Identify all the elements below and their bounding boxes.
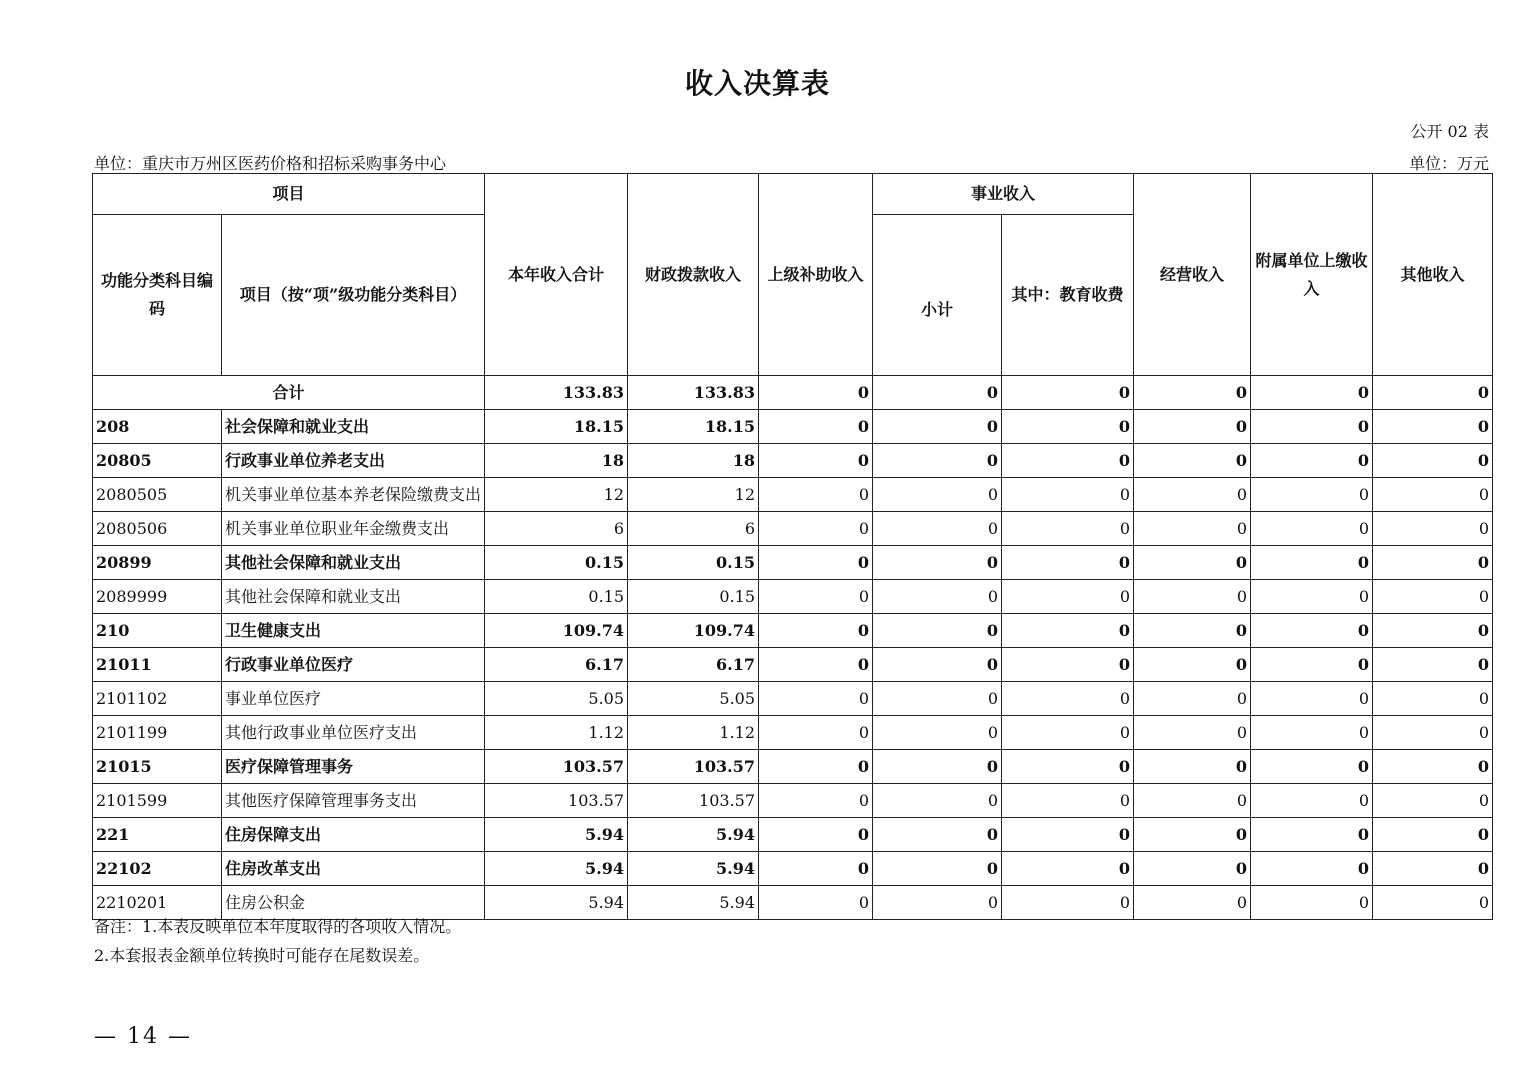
row-value: 0 xyxy=(1134,410,1251,444)
table-row xyxy=(93,648,1493,682)
row-value: 0 xyxy=(1251,716,1373,750)
row-value: 0 xyxy=(1251,410,1373,444)
table-row xyxy=(93,444,1493,478)
total-value: 133.83 xyxy=(628,376,759,410)
row-value: 0 xyxy=(1134,682,1251,716)
row-value: 0 xyxy=(1134,818,1251,852)
table-row xyxy=(93,716,1493,750)
row-value: 0 xyxy=(873,546,1002,580)
table-row xyxy=(93,682,1493,716)
total-value: 0 xyxy=(1002,376,1134,410)
row-value: 0 xyxy=(873,886,1002,920)
row-value: 0 xyxy=(1002,784,1134,818)
reporting-unit: 单位：重庆市万州区医药价格和招标采购事务中心 xyxy=(94,154,447,173)
row-value: 0 xyxy=(1002,818,1134,852)
income-table xyxy=(92,173,1493,920)
row-name: 其他行政事业单位医疗支出 xyxy=(222,716,485,750)
table-row xyxy=(93,410,1493,444)
row-value: 0 xyxy=(1373,444,1493,478)
row-value: 0 xyxy=(759,750,873,784)
row-value: 0 xyxy=(1373,682,1493,716)
row-value: 0.15 xyxy=(628,580,759,614)
table-row xyxy=(93,512,1493,546)
total-value: 0 xyxy=(873,376,1002,410)
row-code: 21011 xyxy=(93,648,222,682)
row-code: 21015 xyxy=(93,750,222,784)
header-project: 项目 xyxy=(93,174,485,215)
row-value: 18 xyxy=(485,444,628,478)
table-row xyxy=(93,784,1493,818)
row-value: 0 xyxy=(759,546,873,580)
row-value: 0 xyxy=(1002,444,1134,478)
header-other: 其他收入 xyxy=(1373,174,1493,376)
total-value: 0 xyxy=(1373,376,1493,410)
row-value: 6 xyxy=(485,512,628,546)
row-value: 0 xyxy=(1251,512,1373,546)
row-name: 事业单位医疗 xyxy=(222,682,485,716)
table-row xyxy=(93,818,1493,852)
row-value: 0 xyxy=(759,852,873,886)
row-code: 2080505 xyxy=(93,478,222,512)
row-value: 0 xyxy=(873,682,1002,716)
row-value: 0 xyxy=(759,580,873,614)
row-value: 0 xyxy=(1002,682,1134,716)
row-value: 0 xyxy=(1251,750,1373,784)
header-total-income: 本年收入合计 xyxy=(485,174,628,376)
row-value: 0 xyxy=(1134,580,1251,614)
row-value: 0 xyxy=(1134,784,1251,818)
header-education-fee: 其中：教育收费 xyxy=(1002,215,1134,376)
row-name: 社会保障和就业支出 xyxy=(222,410,485,444)
row-value: 109.74 xyxy=(485,614,628,648)
total-value: 0 xyxy=(759,376,873,410)
row-value: 0 xyxy=(1251,852,1373,886)
row-value: 0 xyxy=(1373,512,1493,546)
header-operating: 经营收入 xyxy=(1134,174,1251,376)
row-value: 0 xyxy=(1134,750,1251,784)
header-func-code: 功能分类科目编码 xyxy=(93,215,222,376)
total-label: 合计 xyxy=(93,376,485,410)
row-value: 0 xyxy=(1251,886,1373,920)
row-name: 行政事业单位医疗 xyxy=(222,648,485,682)
row-value: 0 xyxy=(1002,614,1134,648)
header-fiscal: 财政拨款收入 xyxy=(628,174,759,376)
row-value: 0 xyxy=(1134,886,1251,920)
row-value: 0 xyxy=(759,478,873,512)
row-name: 其他医疗保障管理事务支出 xyxy=(222,784,485,818)
row-value: 18.15 xyxy=(485,410,628,444)
row-value: 0 xyxy=(873,784,1002,818)
row-value: 18.15 xyxy=(628,410,759,444)
row-value: 0 xyxy=(1251,546,1373,580)
row-value: 0 xyxy=(1002,410,1134,444)
header-affiliated: 附属单位上缴收入 xyxy=(1251,174,1373,376)
table-row xyxy=(93,750,1493,784)
row-value: 109.74 xyxy=(628,614,759,648)
form-number: 公开 02 表 xyxy=(1410,122,1489,141)
row-value: 0 xyxy=(873,478,1002,512)
total-value: 0 xyxy=(1251,376,1373,410)
row-code: 2101199 xyxy=(93,716,222,750)
row-value: 0 xyxy=(759,444,873,478)
row-value: 5.94 xyxy=(485,818,628,852)
row-name: 住房公积金 xyxy=(222,886,485,920)
row-value: 0 xyxy=(759,648,873,682)
page-number: — 14 — xyxy=(94,1024,192,1049)
row-value: 0 xyxy=(1251,580,1373,614)
row-value: 0 xyxy=(1134,716,1251,750)
table-row xyxy=(93,580,1493,614)
row-value: 0 xyxy=(1373,546,1493,580)
row-value: 0 xyxy=(1002,750,1134,784)
row-value: 0 xyxy=(759,512,873,546)
row-value: 5.05 xyxy=(485,682,628,716)
row-value: 0 xyxy=(1373,614,1493,648)
row-value: 0 xyxy=(1373,648,1493,682)
row-value: 0.15 xyxy=(485,546,628,580)
header-superior-subsidy: 上级补助收入 xyxy=(759,174,873,376)
row-value: 5.05 xyxy=(628,682,759,716)
row-value: 0 xyxy=(1134,478,1251,512)
row-value: 12 xyxy=(485,478,628,512)
row-value: 0 xyxy=(759,886,873,920)
total-value: 133.83 xyxy=(485,376,628,410)
row-code: 20899 xyxy=(93,546,222,580)
row-value: 0 xyxy=(759,682,873,716)
table-row xyxy=(93,546,1493,580)
row-code: 221 xyxy=(93,818,222,852)
row-value: 0 xyxy=(1373,750,1493,784)
table-row xyxy=(93,852,1493,886)
row-value: 0 xyxy=(1134,546,1251,580)
row-value: 0 xyxy=(873,716,1002,750)
row-code: 22102 xyxy=(93,852,222,886)
row-value: 0 xyxy=(1134,614,1251,648)
row-value: 0 xyxy=(759,784,873,818)
row-value: 0 xyxy=(873,852,1002,886)
row-value: 0 xyxy=(759,716,873,750)
row-name: 其他社会保障和就业支出 xyxy=(222,546,485,580)
row-value: 12 xyxy=(628,478,759,512)
row-name: 卫生健康支出 xyxy=(222,614,485,648)
row-name: 行政事业单位养老支出 xyxy=(222,444,485,478)
row-value: 0 xyxy=(759,818,873,852)
row-value: 0 xyxy=(1002,580,1134,614)
row-value: 0 xyxy=(1251,784,1373,818)
row-value: 0 xyxy=(1251,614,1373,648)
row-value: 0 xyxy=(1373,716,1493,750)
row-value: 0 xyxy=(1373,886,1493,920)
row-value: 0 xyxy=(873,818,1002,852)
row-value: 0 xyxy=(1002,478,1134,512)
row-value: 0 xyxy=(1134,852,1251,886)
row-value: 0 xyxy=(759,614,873,648)
note-1: 备注：1.本表反映单位本年度取得的各项收入情况。 xyxy=(94,917,462,936)
total-row xyxy=(93,376,1493,410)
row-value: 0 xyxy=(1373,784,1493,818)
row-value: 0 xyxy=(1373,410,1493,444)
row-name: 机关事业单位基本养老保险缴费支出 xyxy=(222,478,485,512)
table-row xyxy=(93,614,1493,648)
row-value: 0 xyxy=(873,614,1002,648)
note-2: 2.本套报表金额单位转换时可能存在尾数误差。 xyxy=(94,946,430,965)
row-value: 0 xyxy=(873,750,1002,784)
row-value: 5.94 xyxy=(628,818,759,852)
row-value: 0 xyxy=(873,580,1002,614)
row-value: 5.94 xyxy=(485,852,628,886)
row-value: 0 xyxy=(1373,852,1493,886)
row-value: 0.15 xyxy=(485,580,628,614)
row-code: 2080506 xyxy=(93,512,222,546)
row-value: 0 xyxy=(1002,886,1134,920)
row-value: 5.94 xyxy=(485,886,628,920)
row-code: 210 xyxy=(93,614,222,648)
header-business-income: 事业收入 xyxy=(873,174,1134,215)
row-value: 0 xyxy=(1373,580,1493,614)
row-value: 0.15 xyxy=(628,546,759,580)
row-value: 18 xyxy=(628,444,759,478)
row-code: 2089999 xyxy=(93,580,222,614)
row-value: 103.57 xyxy=(485,750,628,784)
row-value: 0 xyxy=(1373,478,1493,512)
row-value: 6.17 xyxy=(628,648,759,682)
currency-unit: 单位：万元 xyxy=(1408,154,1489,173)
row-value: 0 xyxy=(1373,818,1493,852)
row-value: 0 xyxy=(873,410,1002,444)
row-value: 103.57 xyxy=(485,784,628,818)
row-value: 0 xyxy=(1251,682,1373,716)
row-value: 6.17 xyxy=(485,648,628,682)
row-name: 住房保障支出 xyxy=(222,818,485,852)
row-value: 5.94 xyxy=(628,852,759,886)
page-title: 收入决算表 xyxy=(684,67,830,100)
header-item-name: 项目（按“项”级功能分类科目） xyxy=(222,215,485,376)
row-value: 0 xyxy=(1002,512,1134,546)
table-row xyxy=(93,478,1493,512)
row-code: 208 xyxy=(93,410,222,444)
row-value: 0 xyxy=(1134,512,1251,546)
row-name: 住房改革支出 xyxy=(222,852,485,886)
row-value: 5.94 xyxy=(628,886,759,920)
row-code: 2210201 xyxy=(93,886,222,920)
row-value: 0 xyxy=(1002,716,1134,750)
row-value: 6 xyxy=(628,512,759,546)
row-code: 2101102 xyxy=(93,682,222,716)
header-subtotal: 小计 xyxy=(873,215,1002,376)
row-value: 0 xyxy=(1251,818,1373,852)
row-value: 103.57 xyxy=(628,750,759,784)
row-value: 0 xyxy=(1002,852,1134,886)
row-value: 0 xyxy=(1251,478,1373,512)
row-name: 医疗保障管理事务 xyxy=(222,750,485,784)
row-name: 机关事业单位职业年金缴费支出 xyxy=(222,512,485,546)
row-value: 103.57 xyxy=(628,784,759,818)
row-code: 20805 xyxy=(93,444,222,478)
row-value: 1.12 xyxy=(628,716,759,750)
row-value: 0 xyxy=(873,512,1002,546)
row-value: 0 xyxy=(1002,546,1134,580)
row-value: 0 xyxy=(1002,648,1134,682)
row-code: 2101599 xyxy=(93,784,222,818)
row-value: 0 xyxy=(1251,444,1373,478)
row-value: 0 xyxy=(1251,648,1373,682)
row-value: 0 xyxy=(1134,648,1251,682)
row-value: 0 xyxy=(1134,444,1251,478)
row-value: 1.12 xyxy=(485,716,628,750)
row-value: 0 xyxy=(873,648,1002,682)
row-value: 0 xyxy=(759,410,873,444)
row-name: 其他社会保障和就业支出 xyxy=(222,580,485,614)
row-value: 0 xyxy=(873,444,1002,478)
total-value: 0 xyxy=(1134,376,1251,410)
